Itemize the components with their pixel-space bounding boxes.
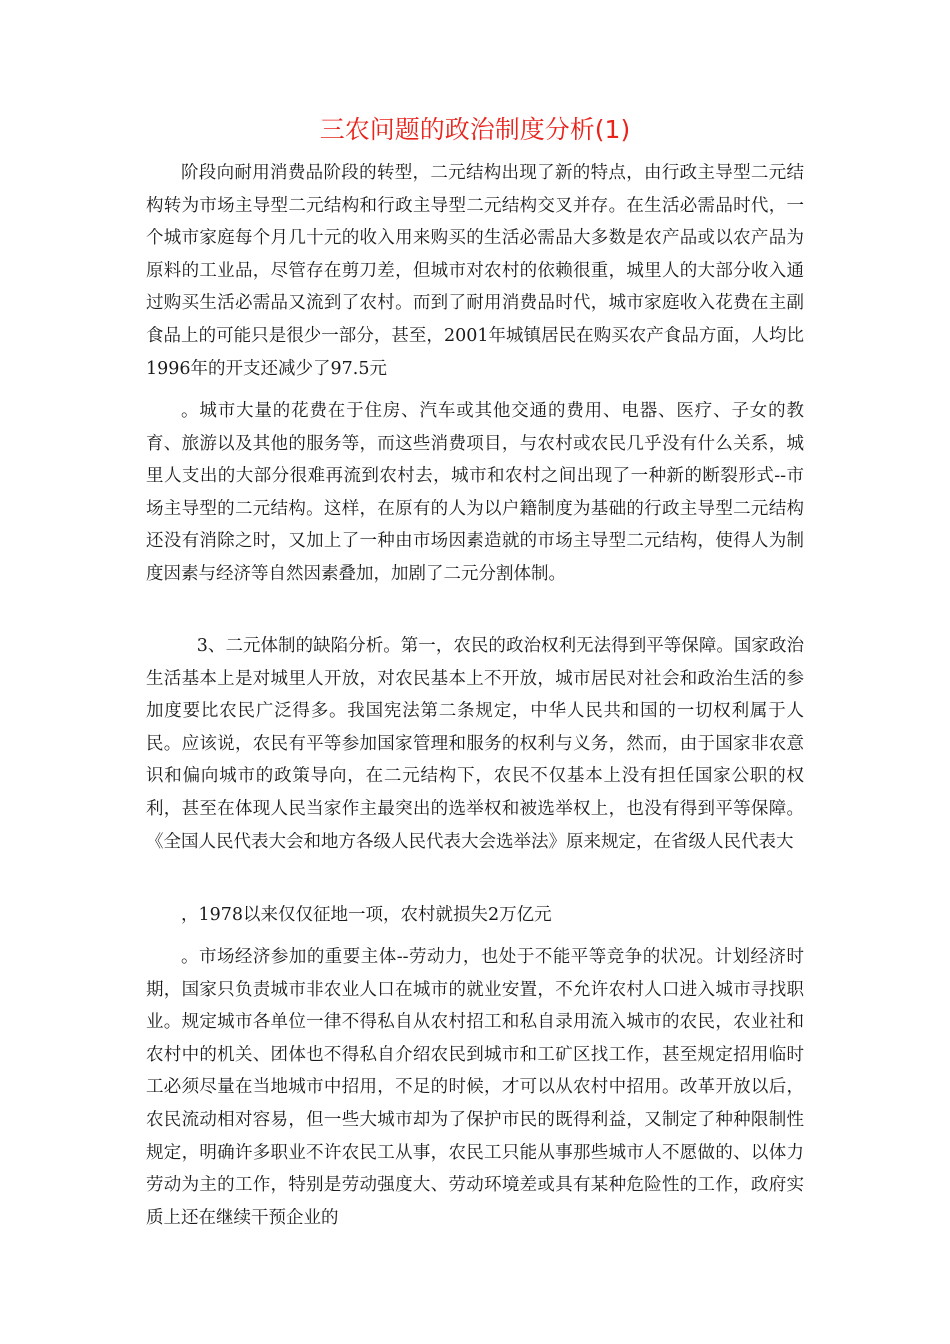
paragraph-5: 。市场经济参加的重要主体--劳动力，也处于不能平等竞争的状况。计划经济时期，国家只负责城市非农业人口在城市的就业安置，不允许农村人口进入城市寻找职业。规定城市各单位一律不得私自从农村招工和私自录用流入城市的农民，农业社和农村中的机关、团体也不得私自介绍农民到城市和工矿区找工作，甚至规定招用临时工必须尽量在当地城市中招用，不足的时候，才可以从农村中招用。改革开放以后，农民流动相对容易，但一些大城市却为了保护市民的既得利益，又制定了种种限制性规定，明确许多职业不许农民工从事，农民工只能从事那些城市人不愿做的、以体力劳动为主的工作，特别是劳动强度大、劳动环境差或具有某种危险性的工作，政府实质上还在继续干预企业的	[146, 947, 804, 1228]
paragraph-4: ，1978以来仅仅征地一项，农村就损失2万亿元	[181, 905, 552, 925]
paragraph-2: 。城市大量的花费在于住房、汽车或其他交通的费用、电器、医疗、子女的教育、旅游以及其他的服务等，而这些消费项目，与农村或农民几乎没有什么关系，城里人支出的大部分很难再流到农村去，城市和农村之间出现了一种新的断裂形式--市场主导型的二元结构。这样，在原有的人为以户籍制度为基础的行政主导型二元结构还没有消除之时，又加上了一种由市场因素造就的市场主导型二元结构，使得人为制度因素与经济等自然因素叠加，加剧了二元分割体制。	[146, 401, 804, 584]
paragraph-1: 阶段向耐用消费品阶段的转型，二元结构出现了新的特点，由行政主导型二元结构转为市场主导型二元结构和行政主导型二元结构交叉并存。在生活必需品时代，一个城市家庭每个月几十元的收入用来购买的生活必需品大多数是农产品或以农产品为原料的工业品，尽管存在剪刀差，但城市对农村的依赖很重，城里人的大部分收入通过购买生活必需品又流到了农村。而到了耐用消费品时代，城市家庭收入花费在主副食品上的可能只是很少一部分，甚至，2001年城镇居民在购买农产食品方面，人均比1996年的开支还减少了97.5元	[146, 163, 804, 379]
document-title: 三农问题的政治制度分析(1)	[319, 115, 631, 144]
paragraph-3: 3、二元体制的缺陷分析。第一，农民的政治权利无法得到平等保障。国家政治生活基本上是对城里人开放，对农民基本上不开放，城市居民对社会和政治生活的参加度要比农民广泛得多。我国宪法第二条规定，中华人民共和国的一切权利属于人民。应该说，农民有平等参加国家管理和服务的权利与义务，然而，由于国家非农意识和偏向城市的政策导向，在二元结构下，农民不仅基本上没有担任国家公职的权利，甚至在体现人民当家作主最突出的选举权和被选举权上，也没有得到平等保障。《全国人民代表大会和地方各级人民代表大会选举法》原来规定，在省级人民代表大	[146, 636, 804, 852]
